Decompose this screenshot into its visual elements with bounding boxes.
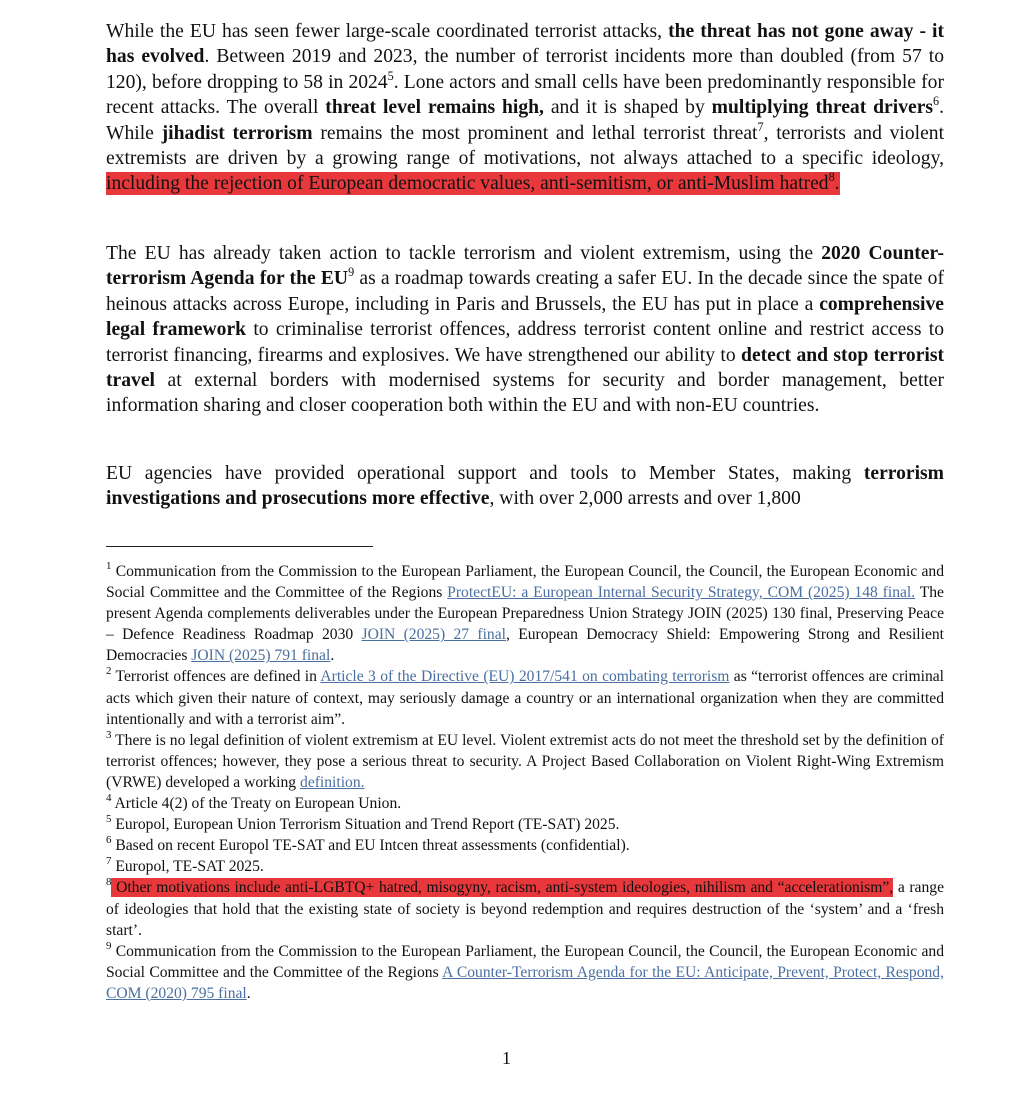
- text-run: Based on recent Europol TE-SAT and EU Intcen threat assessments (confidential).: [111, 837, 630, 855]
- footnote-3: [106, 730, 944, 793]
- paragraph-eu-action: [106, 241, 944, 419]
- text-run: . Lone actors and small cells have been predominantly responsible for recent attacks. The overall: [106, 71, 944, 119]
- text-run: as a roadmap towards creating a safer EU. In the decade since the spate of heinous attacks across Europe, including in Paris and Brussels, the EU has put in place a: [106, 268, 944, 315]
- footnote-ref-8[interactable]: 8: [828, 170, 835, 185]
- footnote-number: 7: [106, 855, 112, 868]
- footnote-number: 6: [106, 834, 112, 847]
- text-run: There is no legal definition of violent extremism at EU level. Violent extremist acts do not meet the threshold set by the definition of terrorist offences; however, they pose a serious threat to security. A Project Based Collaboration on Violent Right-Wing Extremism (VRWE) developed a working: [106, 731, 944, 791]
- footnote-5: [106, 814, 944, 835]
- footnote-separator: [106, 546, 373, 547]
- footnote-2: [106, 666, 944, 729]
- text-run: Communication from the Commission to the European Parliament, the European Council, the Council, the European Economic and Social Committee and the Committee of the Regions: [106, 942, 944, 981]
- text-run: at external borders with modernised systems for security and border management, better information sharing and closer cooperation both within the EU and with non-EU countries.: [106, 370, 944, 417]
- text-run: , European Democracy Shield: Empowering Strong and Resilient Democracies: [106, 626, 944, 665]
- footnote-1: [106, 561, 944, 666]
- footnote-ref-6[interactable]: 6: [933, 94, 940, 109]
- link-protecteu[interactable]: ProtectEU: a European Internal Security Strategy, COM (2025) 148 final.: [447, 584, 916, 602]
- footnote-7: [106, 856, 944, 877]
- text-run: . Between 2019 and 2023, the number of terrorist incidents more than doubled (from 57 to 120), before dropping to 58 in 2024: [106, 46, 944, 93]
- text-run: Europol, TE-SAT 2025.: [111, 858, 264, 876]
- bold-text: multiplying threat drivers: [711, 97, 934, 119]
- bold-text: terrorism investigations and prosecutions more effective: [106, 463, 944, 510]
- footnotes-section: [106, 561, 944, 1004]
- link-vrwe-definition[interactable]: definition.: [300, 773, 365, 791]
- bold-text: jihadist terrorism: [161, 122, 313, 144]
- text-run: a range of ideologies that hold that the existing state of society is beyond redemption and requires destruction of the ‘system’ and a ‘fresh start’.: [106, 879, 944, 939]
- bold-text: 2020 Counter-terrorism Agenda for the EU: [106, 243, 944, 290]
- footnote-4: [106, 793, 944, 814]
- text-run: remains the most prominent and lethal terrorist threat: [312, 122, 758, 144]
- footnote-number: 1: [106, 559, 112, 572]
- footnote-number: 4: [106, 791, 112, 804]
- footnote-ref-7[interactable]: 7: [757, 119, 764, 134]
- text-run: Terrorist offences are defined in: [111, 668, 321, 686]
- text-run: Communication from the Commission to the European Parliament, the European Council, the Council, the European Economic and Social Committee and the Committee of the Regions: [106, 563, 944, 602]
- text-run: as “terrorist offences are criminal acts which given their nature of context, may seriously damage a country or an international organization when they are committed intentionally and with a terrorist aim”.: [106, 668, 945, 728]
- paragraph-threat-evolution: [106, 19, 944, 197]
- text-run: The EU has already taken action to tackle terrorism and violent extremism, using the: [106, 243, 822, 264]
- highlighted-text: Other motivations include anti-LGBTQ+ hatred, misogyny, racism, anti-system ideologies, nihilism and “accelerationism”,: [111, 879, 894, 897]
- text-run: The present Agenda complements deliverables under the European Preparedness Union Strategy JOIN (2025) 130 final, Preserving Peace – Defence Readiness Roadmap 2030: [106, 584, 944, 644]
- text-run: .: [246, 984, 251, 1002]
- footnote-9: [106, 941, 944, 1004]
- page-number: 1: [502, 1048, 511, 1068]
- text-run: .: [330, 647, 335, 665]
- highlight-run: .: [834, 173, 840, 195]
- link-join-2025-791[interactable]: JOIN (2025) 791 final: [191, 647, 331, 665]
- footnote-number: 9: [106, 939, 112, 952]
- text-run: While the EU has seen fewer large-scale coordinated terrorist attacks,: [106, 21, 669, 42]
- footnote-number: 8: [106, 876, 112, 889]
- link-join-2025-27[interactable]: JOIN (2025) 27 final: [361, 626, 506, 644]
- bold-text: the threat has not gone away - it has evolved: [106, 21, 944, 68]
- footnote-ref-5[interactable]: 5: [387, 68, 394, 83]
- footnote-number: 3: [106, 728, 112, 741]
- text-run: Europol, European Union Terrorism Situation and Trend Report (TE-SAT) 2025.: [111, 816, 620, 834]
- text-run: and it is shaped by: [543, 97, 712, 119]
- bold-text: threat level remains high,: [325, 97, 544, 119]
- highlighted-text: [106, 172, 840, 195]
- link-counter-terrorism-agenda[interactable]: A Counter-Terrorism Agenda for the EU: Anticipate, Prevent, Protect, Respond, COM (2020) 795 final: [106, 963, 944, 1002]
- link-directive-2017-541[interactable]: Article 3 of the Directive (EU) 2017/541 on combating terrorism: [320, 668, 730, 686]
- footnote-6: [106, 835, 944, 856]
- text-run: EU agencies have provided operational support and tools to Member States, making: [106, 463, 864, 484]
- highlight-run: including the rejection of European democratic values, anti-semitism, or anti-Muslim hatred: [106, 173, 829, 195]
- paragraph-eu-agencies: [106, 461, 944, 512]
- footnote-ref-9[interactable]: 9: [348, 265, 355, 280]
- footnote-number: 2: [106, 665, 112, 678]
- footnote-number: 5: [106, 813, 112, 826]
- bold-text: comprehensive legal framework: [106, 293, 944, 341]
- text-run: , terrorists and violent extremists are driven by a growing range of motivations, not always attached to a specific ideology,: [106, 122, 945, 170]
- text-run: . While: [106, 97, 944, 144]
- text-run: , with over 2,000 arrests and over 1,800: [489, 488, 801, 510]
- bold-text: detect and stop terrorist travel: [106, 344, 944, 392]
- text-run: to criminalise terrorist offences, address terrorist content online and restrict access to terrorist financing, firearms and explosives. We have strengthened our ability to: [106, 319, 945, 366]
- footnote-8: [106, 877, 944, 940]
- text-run: Article 4(2) of the Treaty on European Union.: [111, 795, 402, 813]
